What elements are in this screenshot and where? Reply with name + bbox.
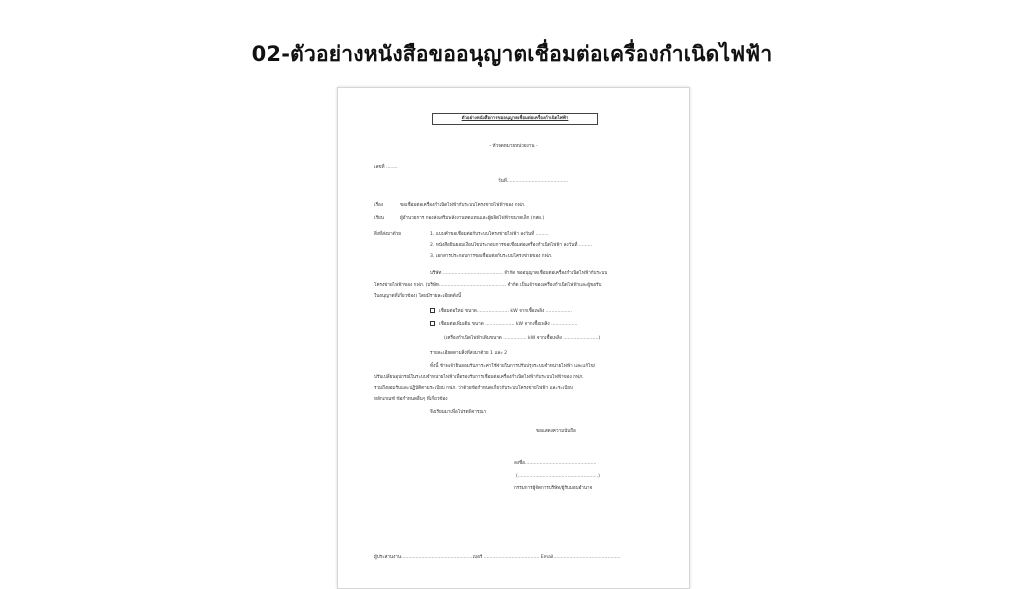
document-header-box: ตัวอย่างหนังสือการขออนุญาตเชื่อมต่อเครื่องกำเนิดไฟฟ้า [432, 113, 598, 125]
option-existing-generator: (เครื่องกำเนิดไฟฟ้าเดิมขนาด ................ kW จากเชื้อเพลิง ........................) [444, 336, 601, 341]
subject-text: ขอเชื่อมต่อเครื่องกำเนิดไฟฟ้ากับระบบโครงข่ายไฟฟ้าของ กฟภ. [400, 203, 526, 208]
to-label: เรียน [374, 216, 384, 221]
signature-title: กรรมการผู้จัดการบริษัท/ผู้รับมอบอำนาจ [514, 486, 593, 491]
letterhead: - หัวจดหมายหน่วยงาน - [489, 144, 538, 149]
body-paragraph-2-line: รวมถึงยอมรับและปฏิบัติตามระเบียบ กฟภ. ว่าด้วยข้อกำหนดเกี่ยวกับระบบโครงข่ายไฟฟ้า และระเบียบ [374, 386, 573, 391]
slide-title: 02-ตัวอย่างหนังสือขออนุญาตเชื่อมต่อเครื่องกำเนิดไฟฟ้า [251, 42, 773, 66]
attachments-label: สิ่งที่ส่งมาด้วย [374, 232, 401, 237]
option-new-text: เชื่อมต่อใหม่ ขนาด...................... kW จากเชื้อเพลิง .................. [439, 309, 572, 314]
option-add-text: เชื่อมต่อเพิ่มเติม ขนาด .................... kW จากเชื้อเพลิง .................. [439, 322, 578, 327]
closing-request: จึงเรียนมาเพื่อโปรดพิจารณา [430, 410, 487, 415]
signature-line: ลงชื่อ................................................. [514, 461, 597, 466]
to-text: ผู้อำนวยการ กองส่งเสริมพลังงานทดแทนและผู้ผลิตไฟฟ้าขนาดเล็ก (กสผ.) [400, 216, 545, 221]
body-paragraph-1-line: โครงข่ายไฟฟ้าของ กฟภ. (บริษัท.............................................. จำกัด เป็นเจ้าของเครื่องกำเนิดไฟฟ้าและผู้ขอรับ [374, 283, 602, 288]
body-paragraph-1-line: บริษัท ......................................... จำกัด ขออนุญาตเชื่อมต่อเครื่องกำเนิดไฟฟ้ากับระบบ [430, 271, 608, 276]
body-paragraph-1-line: ใบอนุญาตที่เกี่ยวข้อง) โดยมีรายละเอียดดังนี้ [374, 294, 462, 299]
subject-label: เรื่อง [374, 203, 384, 208]
details-reference: รายละเอียดตามสิ่งที่ส่งมาด้วย 1 และ 2 [430, 351, 508, 356]
attachment-item: 3. เอกสารประกอบการขอเชื่อมต่อกับระบบโครงข่ายของ กฟภ. [430, 254, 553, 259]
attachment-item: 2. หนังสือยินยอมเงื่อนไขประกอบการขอเชื่อมต่อเครื่องกำเนิดไฟฟ้า ลงวันที่ ......... [430, 243, 592, 248]
option-new-connection [430, 308, 572, 315]
signature-name: (.......................................................) [516, 474, 600, 479]
additional-connection-checkbox[interactable] [430, 321, 435, 326]
coordinator-footer: ผู้ประสานงาน.................................................เบอร์ ...................................... Email.............................................. [374, 555, 621, 560]
letter-document [337, 87, 690, 589]
body-paragraph-2-line: ปรับเปลี่ยนอุปกรณ์ในระบบจำหน่ายไฟฟ้าเพื่อรองรับการเชื่อมต่อเครื่องกำเนิดไฟฟ้ากับระบบไฟฟ้าของ กฟภ. [374, 375, 584, 380]
doc-number: เลขที่ ........ [374, 165, 398, 170]
date-line: วันที่.......................................... [498, 179, 569, 184]
new-connection-checkbox[interactable] [430, 308, 435, 313]
attachment-item: 1. แบบคำขอเชื่อมต่อกับระบบโครงข่ายไฟฟ้า ลงวันที่ ......... [430, 232, 549, 237]
option-additional-connection [430, 321, 577, 328]
body-paragraph-2-line: ทั้งนี้ ข้าพเจ้ายินยอมรับภาระค่าใช้จ่ายในการปรับปรุงระบบจำหน่ายไฟฟ้า และแก้ไข/ [430, 364, 596, 369]
closing-salutation: ขอแสดงความนับถือ [536, 429, 576, 434]
body-paragraph-2-line: หลักเกณฑ์ ข้อกำหนดอื่นๆ ที่เกี่ยวข้อง [374, 397, 448, 402]
